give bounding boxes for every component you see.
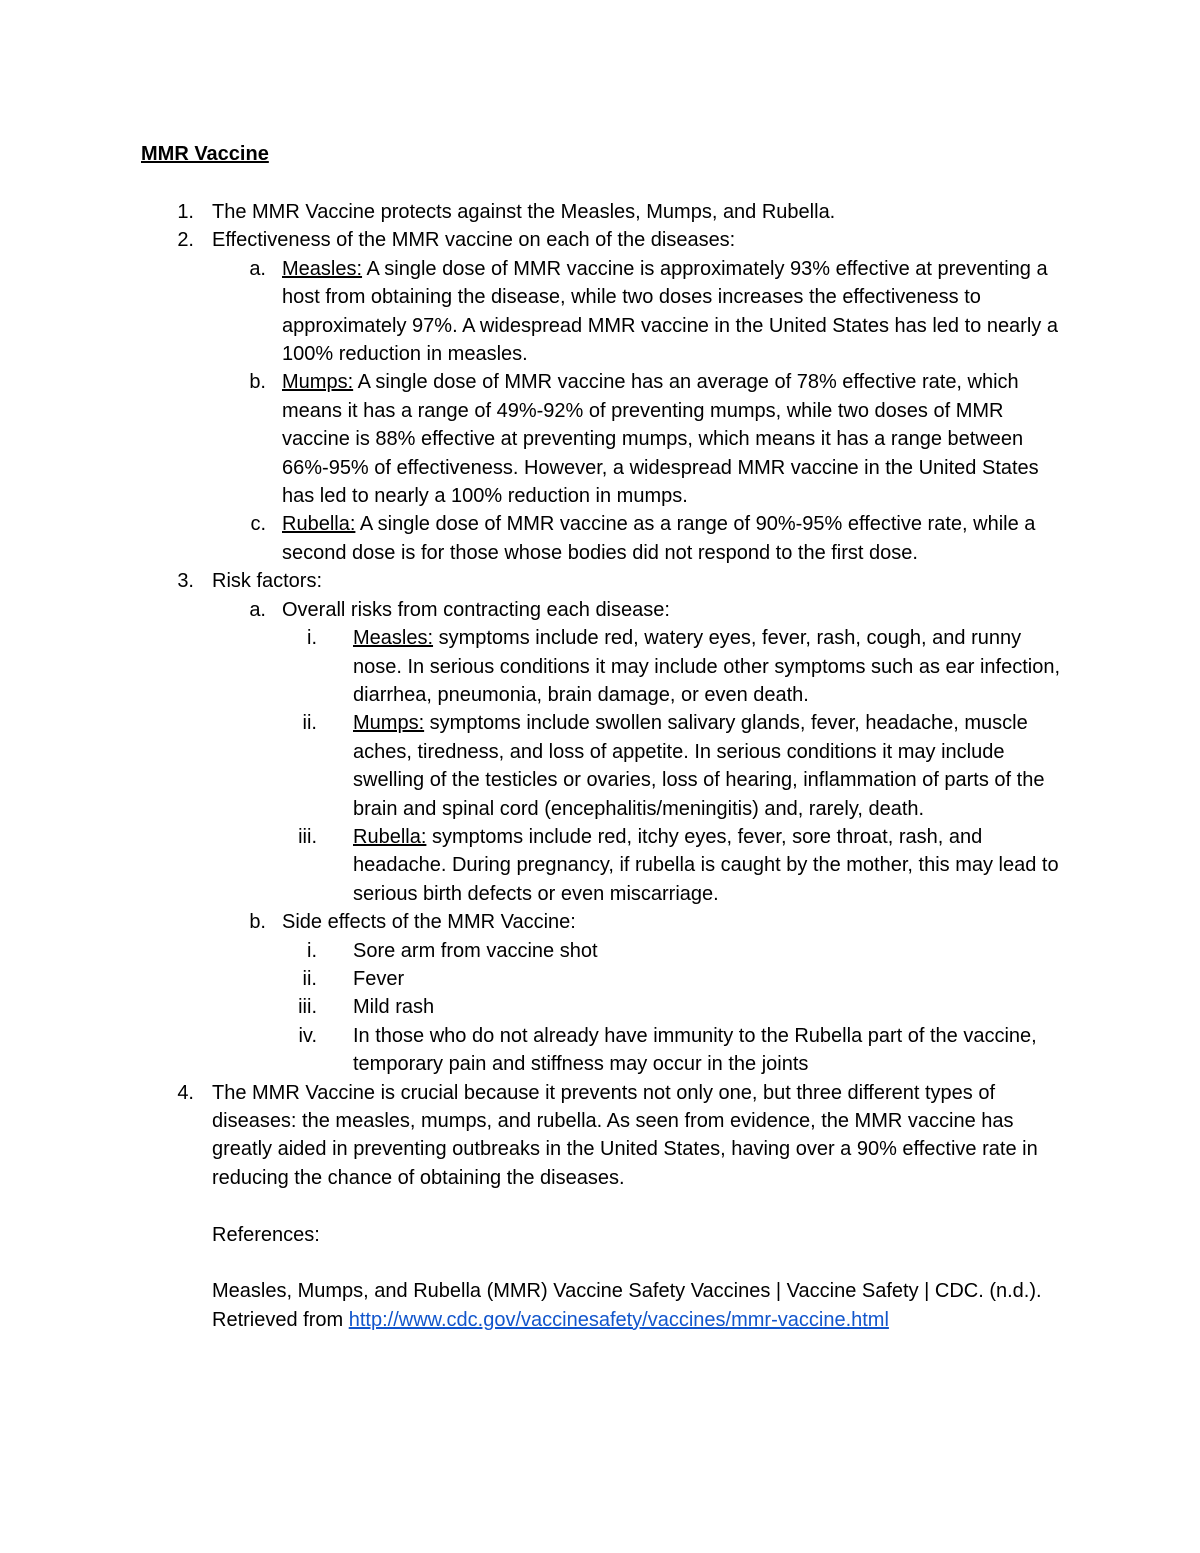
references-heading: References: [212,1223,320,1246]
list-item-text: Fever [353,967,405,990]
list-item-text: Mild rash [353,996,435,1019]
list-number: 1. [177,201,194,223]
list-letter: c. [250,513,266,536]
item-body: A single dose of MMR vaccine is approximately 93% effective at preventing a host from obtaining the disease, while two doses increases the effectiveness to approximately 97%. A widespread MMR vaccine in the United States has led to nearly a 100% reduction in measles. [282,257,1058,366]
list-number: 2. [177,229,194,252]
list-subitem [0,368,1200,510]
list-letter: a. [249,598,266,621]
list-item-text [353,624,1073,709]
spacer [0,1192,1200,1220]
list-roman: iii. [298,996,317,1019]
list-subsubitem [0,965,1200,993]
list-item-text [353,709,1073,823]
document-body [0,198,1200,1334]
list-item [0,1079,1200,1193]
list-subsubitem [0,709,1200,823]
list-number: 3. [177,570,194,593]
list-letter: b. [249,371,266,394]
item-body: A single dose of MMR vaccine has an average of 78% effective rate, which means it has a range of 49%-92% of preventing mumps, while two doses of MMR vaccine is 88% effective at preventing mumps, which means it has a range between 66%-95% of effectiveness. However, a widespread MMR vaccine in the United States has led to nearly a 100% reduction in mumps. [282,371,1039,508]
item-body: symptoms include swollen salivary glands, fever, headache, muscle aches, tiredness, and loss of appetite. In serious conditions it may include swelling of the testicles or ovaries, loss of hearing, inflammation of parts of the brain and spinal cord (encephalitis/meningitis) and, rarely, death. [353,712,1045,820]
list-item-text: The MMR Vaccine is crucial because it prevents not only one, but three different types of diseases: the measles, mumps, and rubella. As seen from evidence, the MMR vaccine has greatly aided in preventing outbreaks in the United States, having over a 90% effective rate in reducing the chance of obtaining the diseases. [212,1081,1038,1189]
list-roman: iii. [298,825,317,848]
citation-text: Measles, Mumps, and Rubella (MMR) Vaccine Safety Vaccines | Vaccine Safety | CDC. (n.d.). Retrieved from [212,1280,1042,1331]
list-subsubitem [0,993,1200,1021]
item-label: Rubella: [353,825,427,848]
item-body: symptoms include red, itchy eyes, fever, sore throat, rash, and headache. During pregnancy, if rubella is caught by the mother, this may lead to serious birth defects or even miscarriage. [353,825,1059,905]
list-item-text: Overall risks from contracting each disease: [282,598,670,621]
list-item [0,567,1200,595]
reference-link[interactable]: http://www.cdc.gov/vaccinesafety/vaccines/mmr-vaccine.html [348,1308,889,1331]
list-item-text [282,255,1072,369]
list-subsubitem [0,937,1200,965]
list-subsubitem [0,823,1200,908]
list-subsubitem [0,624,1200,709]
list-item [0,226,1200,254]
item-label: Rubella: [282,513,356,536]
item-label: Measles: [282,257,363,280]
list-item-text: Effectiveness of the MMR vaccine on each of the diseases: [212,229,736,252]
list-item-text: Risk factors: [212,570,323,593]
list-subitem [0,596,1200,624]
list-subitem [0,510,1200,567]
item-body: A single dose of MMR vaccine as a range of 90%-95% effective rate, while a second dose is for those whose bodies did not respond to the first dose. [282,513,1036,564]
list-item-text [353,823,1073,908]
list-item-text: The MMR Vaccine protects against the Measles, Mumps, and Rubella. [212,201,836,223]
item-label: Measles: [353,627,434,650]
item-label: Mumps: [282,371,354,394]
list-item-text: Side effects of the MMR Vaccine: [282,911,576,934]
list-roman: ii. [302,967,317,990]
list-subsubitem [0,1022,1200,1079]
list-roman: iv. [298,1024,317,1047]
list-subitem [0,255,1200,369]
list-item-text: In those who do not already have immunity to the Rubella part of the vaccine, temporary pain and stiffness may occur in the joints [353,1024,1037,1076]
list-letter: a. [249,257,266,280]
item-body: symptoms include red, watery eyes, fever, rash, cough, and runny nose. In serious conditions it may include other symptoms such as ear infection, diarrhea, pneumonia, brain damage, or even death. [353,627,1061,706]
list-item-text [282,510,1072,567]
list-letter: b. [249,911,266,934]
list-item-text: Sore arm from vaccine shot [353,939,598,962]
list-subitem [0,908,1200,936]
spacer [0,1249,1200,1277]
list-roman: i. [307,627,317,650]
page-title: MMR Vaccine [141,143,269,165]
list-item [0,198,1200,226]
item-label: Mumps: [353,712,425,735]
list-number: 4. [177,1081,194,1104]
list-item-text [282,368,1072,510]
list-roman: i. [307,939,317,962]
list-roman: ii. [302,712,317,735]
reference-citation [212,1277,1072,1334]
